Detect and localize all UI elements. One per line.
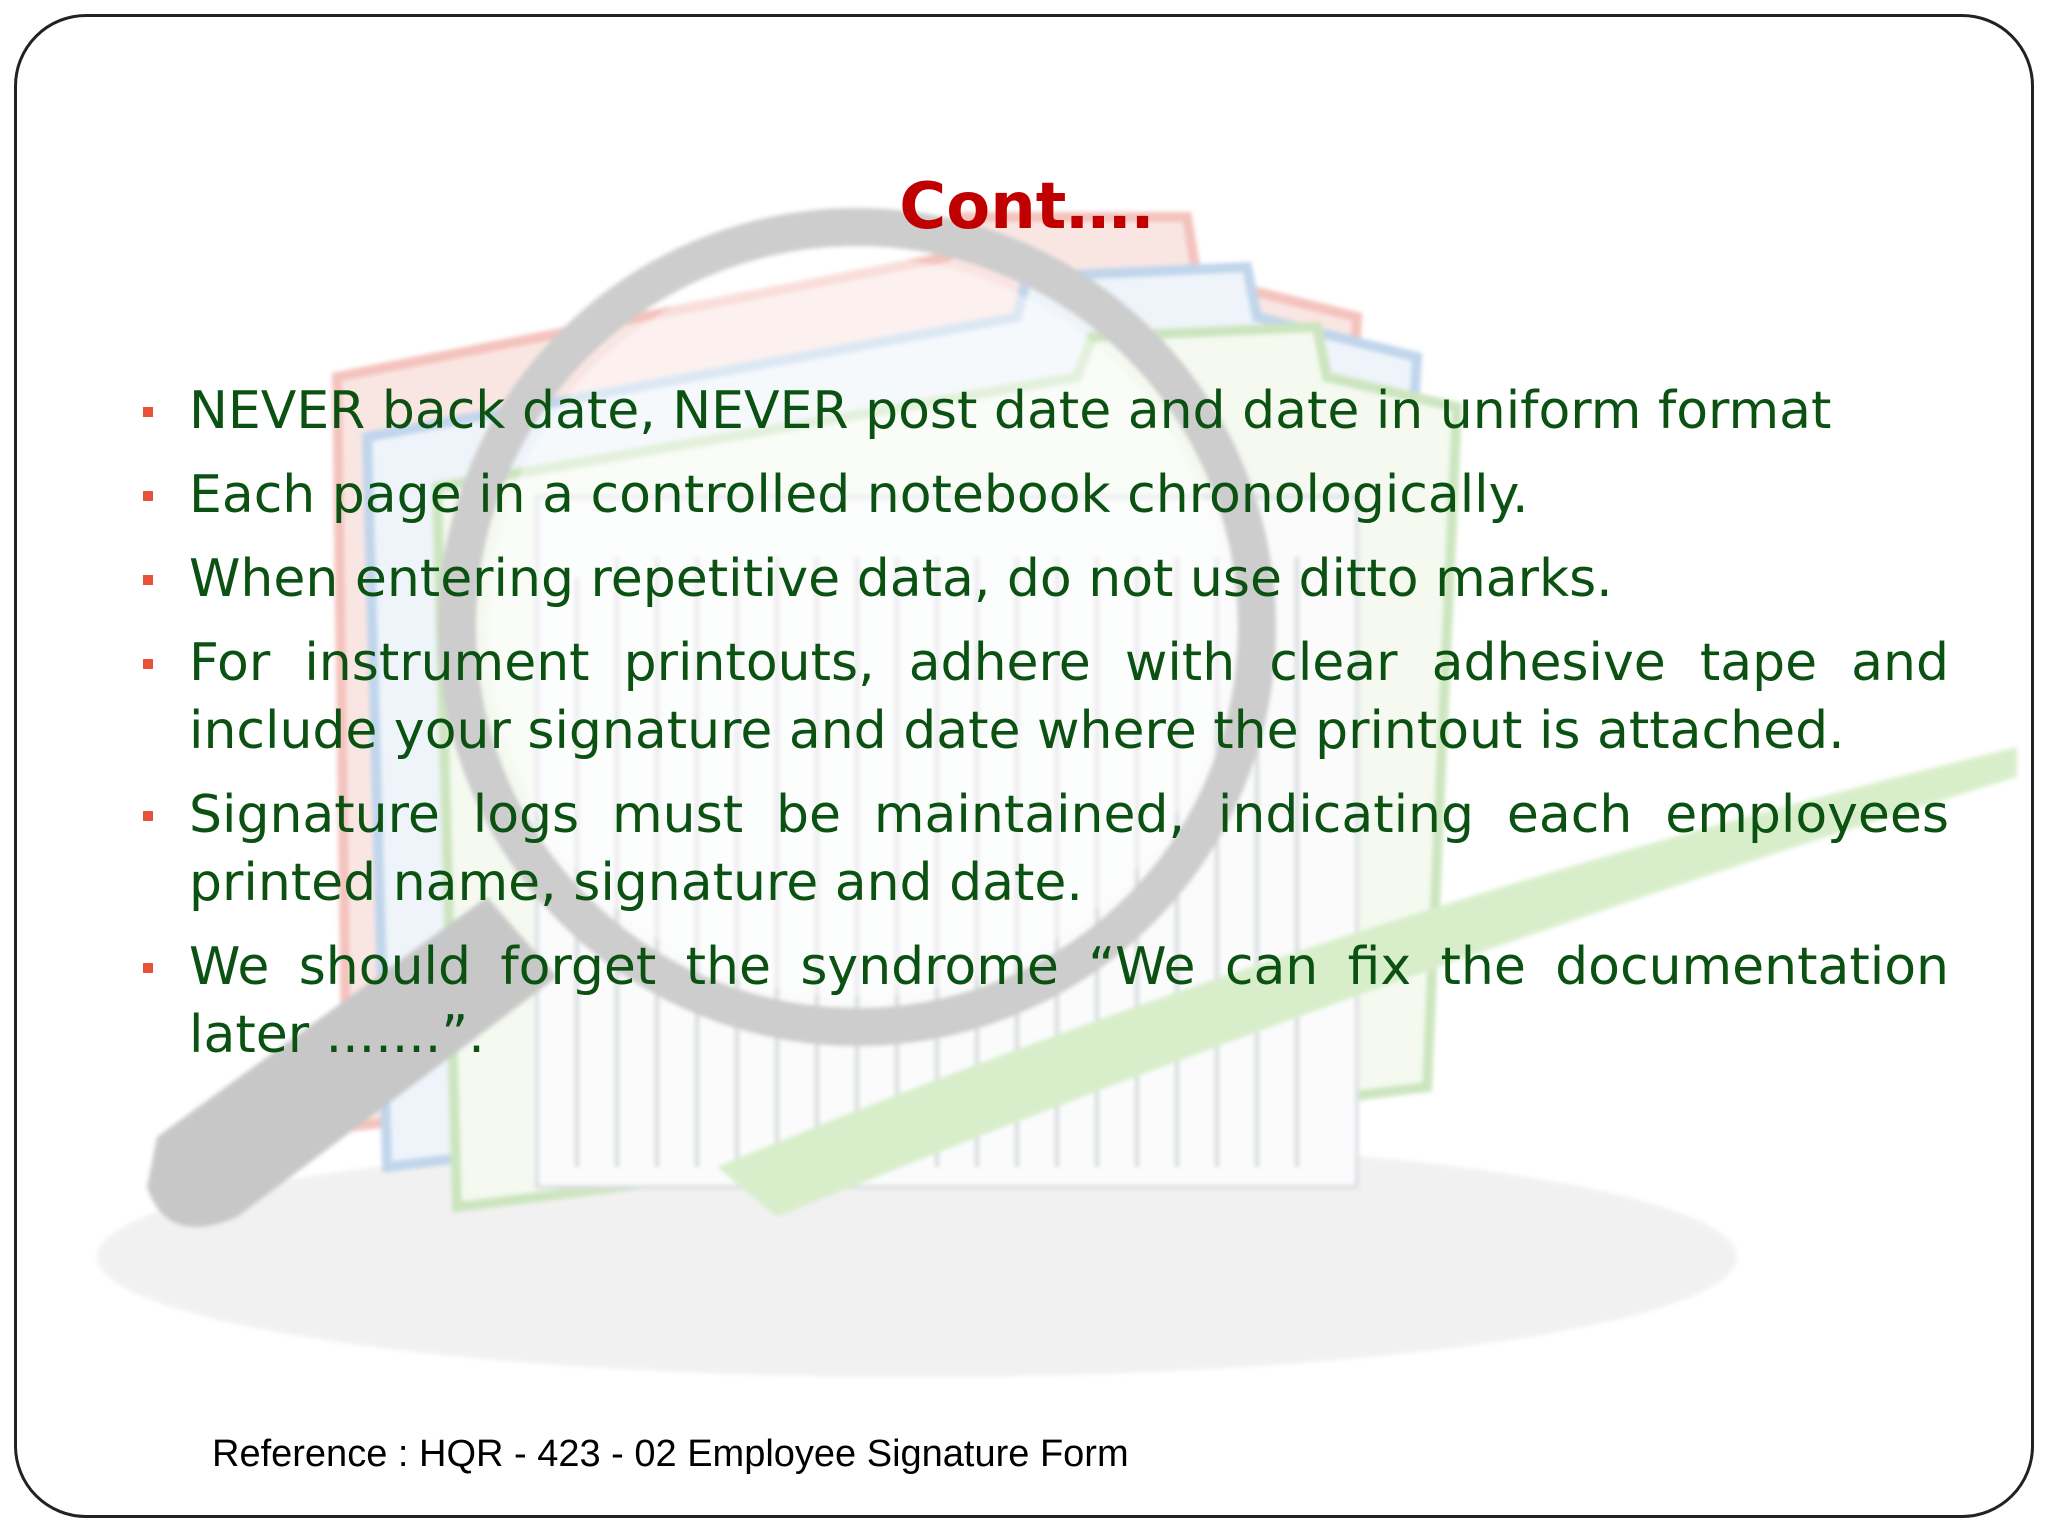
bullet-square-icon: [143, 575, 153, 585]
bullet-text: NEVER back date, NEVER post date and date in uniform format: [189, 381, 1832, 441]
bullet-item: [129, 545, 1949, 613]
bullet-item: [129, 629, 1949, 765]
bullet-list: [129, 377, 1949, 1085]
bullet-square-icon: [143, 811, 153, 821]
bullet-square-icon: [143, 659, 153, 669]
slide: [14, 14, 2034, 1518]
bullet-item: [129, 781, 1949, 917]
bullet-item: [129, 933, 1949, 1069]
bullet-text: For instrument printouts, adhere with clear adhesive tape and include your signature and date where the printout is attached.: [189, 633, 1949, 761]
reference-note: Reference : HQR - 423 - 02 Employee Signature Form: [212, 1433, 1129, 1475]
slide-title: Cont….: [899, 170, 1155, 244]
bullet-text: When entering repetitive data, do not use ditto marks.: [189, 549, 1613, 609]
bullet-text: Signature logs must be maintained, indicating each employees printed name, signature and date.: [189, 785, 1949, 913]
bullet-text: Each page in a controlled notebook chronologically.: [189, 465, 1529, 525]
bullet-square-icon: [143, 407, 153, 417]
bullet-item: [129, 377, 1949, 445]
bullet-square-icon: [143, 963, 153, 973]
bullet-square-icon: [143, 491, 153, 501]
bullet-item: [129, 461, 1949, 529]
bullet-text: We should forget the syndrome “We can fix the documentation later .......”.: [189, 937, 1949, 1065]
